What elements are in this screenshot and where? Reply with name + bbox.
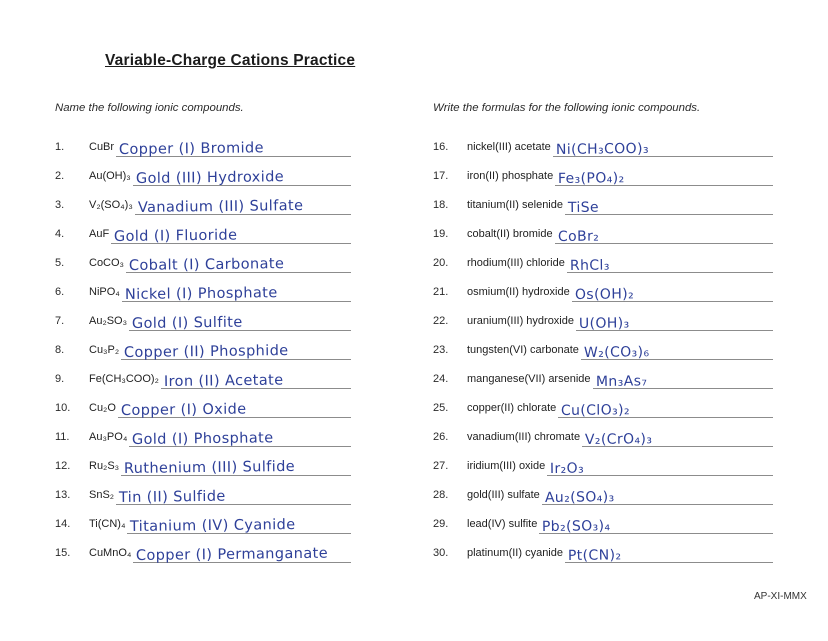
- compound-name: uranium(III) hydroxide: [467, 315, 574, 327]
- compound-name: cobalt(II) bromide: [467, 228, 553, 240]
- question-row: [433, 186, 773, 215]
- question-number: 11.: [55, 431, 70, 443]
- question-number: 28.: [433, 489, 449, 501]
- question-number: 13.: [55, 489, 71, 501]
- handwritten-answer: Mn₃As₇: [595, 373, 647, 390]
- answer-line: [547, 446, 773, 476]
- question-row: [433, 128, 773, 157]
- question-number: 4.: [55, 228, 65, 240]
- handwritten-answer: U(OH)₃: [578, 315, 630, 332]
- answer-line: [539, 504, 773, 534]
- handwritten-answer: Ni(CH₃COO)₃: [555, 140, 649, 158]
- question-number: 23.: [433, 344, 449, 356]
- right-column: [433, 128, 773, 563]
- compound-name: titanium(II) selenide: [467, 199, 563, 211]
- question-row: [55, 302, 351, 331]
- handwritten-answer: TiSe: [567, 199, 600, 216]
- handwritten-answer: Gold (I) Sulfite: [131, 314, 243, 332]
- question-row: [433, 215, 773, 244]
- handwritten-answer: Pb₂(SO₃)₄: [542, 518, 611, 535]
- handwritten-answer: Titanium (IV) Cyanide: [130, 516, 297, 535]
- question-row: [55, 273, 351, 302]
- question-number: 1.: [55, 141, 65, 153]
- compound-name: osmium(II) hydroxide: [467, 286, 570, 298]
- answer-line: [129, 417, 351, 447]
- answer-line: [129, 301, 351, 331]
- answer-line: [567, 243, 773, 273]
- handwritten-answer: V₂(CrO₄)₃: [584, 431, 653, 448]
- answer-line: [565, 185, 773, 215]
- answer-line: [558, 388, 773, 418]
- compound-formula: SnS₂: [89, 489, 115, 501]
- question-number: 9.: [55, 373, 65, 385]
- compound-name: copper(II) chlorate: [467, 402, 557, 414]
- handwritten-answer: Tin (II) Sulfide: [118, 488, 226, 506]
- handwritten-answer: Os(OH)₂: [574, 286, 634, 303]
- answer-line: [576, 301, 773, 331]
- compound-name: vanadium(III) chromate: [467, 431, 581, 443]
- compound-formula: CoCO₃: [89, 257, 125, 269]
- question-number: 27.: [433, 460, 449, 472]
- answer-line: [133, 156, 351, 186]
- answer-line: [111, 214, 351, 244]
- question-number: 20.: [433, 257, 449, 269]
- question-row: [55, 505, 351, 534]
- question-row: [433, 302, 773, 331]
- compound-name: gold(III) sulfate: [467, 489, 540, 501]
- compound-name: platinum(II) cyanide: [467, 547, 563, 559]
- question-number: 19.: [433, 228, 449, 240]
- handwritten-answer: Copper (I) Bromide: [118, 140, 265, 158]
- handwritten-answer: Copper (I) Permanganate: [136, 545, 329, 564]
- answer-line: [593, 359, 773, 389]
- compound-name: rhodium(III) chloride: [467, 257, 565, 269]
- question-row: [55, 331, 351, 360]
- question-row: [55, 360, 351, 389]
- page-footer-code: AP-XI-MMX: [754, 591, 807, 602]
- handwritten-answer: Ruthenium (III) Sulfide: [123, 458, 296, 477]
- handwritten-answer: RhCl₃: [569, 257, 610, 274]
- right-instruction: Write the formulas for the following ionic compounds.: [433, 102, 701, 114]
- compound-formula: Ru₂S₃: [89, 460, 120, 472]
- question-number: 14.: [55, 518, 71, 530]
- handwritten-answer: W₂(CO₃)₆: [583, 344, 650, 361]
- question-row: [55, 157, 351, 186]
- answer-line: [553, 127, 773, 157]
- handwritten-answer: Cobalt (I) Carbonate: [128, 256, 285, 274]
- answer-line: [116, 127, 351, 157]
- compound-formula: Cu₂O: [89, 402, 116, 414]
- compound-formula: Au₂SO₃: [89, 315, 128, 327]
- question-row: [433, 157, 773, 186]
- question-row: [433, 244, 773, 273]
- question-row: [55, 186, 351, 215]
- answer-line: [116, 475, 351, 505]
- handwritten-answer: Gold (III) Hydroxide: [135, 169, 284, 187]
- answer-line: [133, 533, 351, 563]
- answer-line: [572, 272, 773, 302]
- question-number: 5.: [55, 257, 65, 269]
- answer-line: [127, 504, 351, 534]
- compound-formula: V₂(SO₄)₃: [89, 199, 133, 211]
- compound-name: nickel(III) acetate: [467, 141, 551, 153]
- question-row: [55, 447, 351, 476]
- answer-line: [555, 214, 773, 244]
- question-number: 8.: [55, 344, 65, 356]
- question-row: [433, 447, 773, 476]
- answer-line: [121, 446, 351, 476]
- question-number: 30.: [433, 547, 449, 559]
- compound-formula: AuF: [89, 228, 110, 240]
- question-number: 17.: [433, 170, 449, 182]
- handwritten-answer: Nickel (I) Phosphate: [124, 285, 278, 303]
- question-row: [433, 534, 773, 563]
- question-number: 7.: [55, 315, 65, 327]
- compound-formula: Fe(CH₃COO)₂: [89, 373, 159, 385]
- handwritten-answer: Vanadium (III) Sulfate: [137, 197, 304, 216]
- compound-formula: Ti(CN)₄: [89, 518, 126, 530]
- handwritten-answer: Cu(ClO₃)₂: [561, 402, 631, 419]
- handwritten-answer: Au₂(SO₄)₃: [544, 489, 615, 506]
- question-number: 10.: [55, 402, 71, 414]
- handwritten-answer: Gold (I) Phosphate: [132, 430, 274, 448]
- question-row: [55, 244, 351, 273]
- question-number: 26.: [433, 431, 449, 443]
- question-number: 15.: [55, 547, 71, 559]
- compound-formula: Cu₃P₂: [89, 344, 120, 356]
- answer-line: [555, 156, 773, 186]
- question-number: 2.: [55, 170, 65, 182]
- answer-line: [542, 475, 773, 505]
- answer-line: [126, 243, 351, 273]
- compound-name: iridium(III) oxide: [467, 460, 546, 472]
- page-title: Variable-Charge Cations Practice: [105, 52, 356, 69]
- question-row: [433, 389, 773, 418]
- handwritten-answer: Ir₂O₃: [550, 460, 585, 477]
- question-number: 6.: [55, 286, 65, 298]
- question-number: 16.: [433, 141, 449, 153]
- answer-line: [582, 417, 773, 447]
- compound-name: lead(IV) sulfite: [467, 518, 538, 530]
- question-number: 24.: [433, 373, 449, 385]
- answer-line: [135, 185, 351, 215]
- question-number: 12.: [55, 460, 71, 472]
- question-number: 18.: [433, 199, 449, 211]
- left-column: [55, 128, 351, 563]
- question-row: [433, 505, 773, 534]
- question-row: [55, 389, 351, 418]
- handwritten-answer: Iron (II) Acetate: [163, 372, 284, 390]
- question-row: [55, 128, 351, 157]
- handwritten-answer: Gold (I) Fluoride: [113, 227, 238, 245]
- handwritten-answer: Fe₃(PO₄)₂: [558, 170, 625, 187]
- handwritten-answer: Pt(CN)₂: [567, 547, 622, 564]
- compound-formula: NiPO₄: [89, 286, 120, 298]
- answer-line: [161, 359, 351, 389]
- compound-formula: CuBr: [89, 141, 115, 153]
- handwritten-answer: Copper (I) Oxide: [120, 401, 247, 419]
- compound-formula: CuMnO₄: [89, 547, 132, 559]
- question-row: [55, 476, 351, 505]
- question-row: [55, 418, 351, 447]
- answer-line: [118, 388, 351, 418]
- question-row: [433, 273, 773, 302]
- compound-name: tungsten(VI) carbonate: [467, 344, 579, 356]
- compound-name: iron(II) phosphate: [467, 170, 554, 182]
- question-number: 29.: [433, 518, 449, 530]
- question-number: 3.: [55, 199, 65, 211]
- answer-line: [121, 330, 351, 360]
- left-instruction: Name the following ionic compounds.: [55, 102, 244, 114]
- question-row: [433, 418, 773, 447]
- question-row: [433, 476, 773, 505]
- answer-line: [565, 533, 773, 563]
- answer-line: [581, 330, 773, 360]
- question-number: 21.: [433, 286, 449, 298]
- question-row: [55, 215, 351, 244]
- compound-formula: Au(OH)₃: [89, 170, 131, 182]
- question-row: [55, 534, 351, 563]
- answer-line: [122, 272, 351, 302]
- question-row: [433, 360, 773, 389]
- handwritten-answer: CoBr₂: [557, 228, 599, 245]
- question-number: 25.: [433, 402, 449, 414]
- compound-name: manganese(VII) arsenide: [467, 373, 591, 385]
- compound-formula: Au₃PO₄: [89, 431, 128, 443]
- question-row: [433, 331, 773, 360]
- handwritten-answer: Copper (II) Phosphide: [123, 342, 289, 361]
- question-number: 22.: [433, 315, 449, 327]
